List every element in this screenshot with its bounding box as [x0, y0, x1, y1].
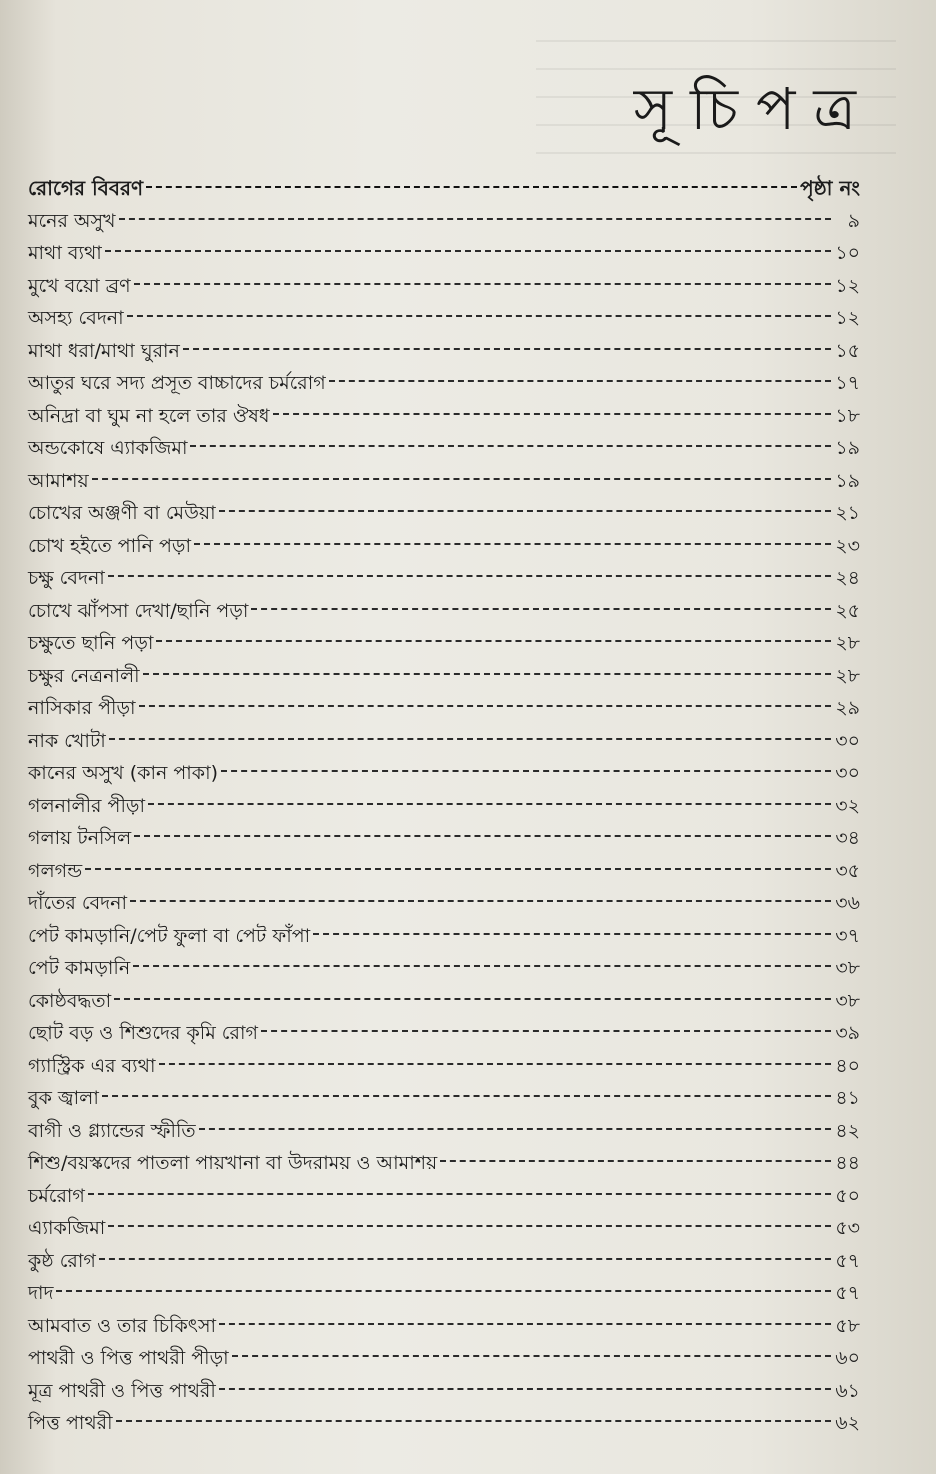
- toc-entry: [28, 1375, 860, 1408]
- entry-page-number: ৩০: [835, 729, 860, 752]
- entry-title: নাক খোটা: [28, 729, 106, 752]
- entry-page-number: ৬২: [835, 1412, 860, 1434]
- entry-page-number: ৩৯: [835, 1022, 860, 1044]
- entry-page-number: ১৮: [835, 404, 860, 427]
- leader-dots: [85, 868, 831, 870]
- leader-dots: [194, 543, 831, 545]
- leader-dots: [99, 1258, 831, 1260]
- leader-dots: [199, 1128, 831, 1130]
- entry-title: চর্মরোগ: [28, 1184, 85, 1207]
- entry-title: মূত্র পাথরী ও পিত্ত পাথরী: [28, 1379, 216, 1402]
- entry-title: মাথা ধরা/মাথা ঘুরান: [28, 339, 180, 362]
- entry-page-number: ১৯: [835, 437, 860, 459]
- toc-header: [28, 172, 860, 205]
- leader-dots: [130, 900, 831, 902]
- leader-dots: [109, 738, 831, 740]
- leader-dots: [92, 478, 831, 480]
- leader-dots: [102, 1095, 831, 1097]
- leader-dots: [159, 1063, 832, 1065]
- leader-dots: [329, 380, 831, 382]
- entry-page-number: ২৪: [835, 567, 860, 589]
- toc-entry: [28, 952, 860, 985]
- entry-page-number: ১৭: [835, 372, 860, 394]
- leader-dots: [127, 315, 831, 317]
- entry-title: চোখের অঞ্জণী বা মেউয়া: [28, 502, 216, 524]
- toc-entry: [28, 432, 860, 465]
- toc-entry: [28, 1277, 860, 1310]
- toc-entry: [28, 237, 860, 270]
- entry-title: মুখে বয়ো ব্রণ: [28, 274, 131, 297]
- toc-entry: [28, 1310, 860, 1343]
- entry-page-number: ৫৭: [835, 1249, 860, 1272]
- leader-dots: [313, 933, 831, 935]
- entry-title: কানের অসুখ (কান পাকা): [28, 762, 219, 784]
- leader-dots: [273, 413, 831, 415]
- leader-dots: [251, 608, 831, 610]
- entry-page-number: ৪২: [835, 1119, 860, 1142]
- entry-title: মনের অসুখ: [28, 209, 116, 232]
- leader-dots: [219, 1388, 831, 1390]
- toc-entry: [28, 465, 860, 498]
- entry-page-number: ২৩: [835, 534, 860, 557]
- leader-dots: [88, 1193, 831, 1195]
- entry-title: চোখে ঝাঁপসা দেখা/ছানি পড়া: [28, 599, 249, 622]
- leader-dots: [108, 1225, 831, 1227]
- leader-dots: [219, 1323, 831, 1325]
- leader-dots: [190, 445, 831, 447]
- leader-dots: [114, 998, 831, 1000]
- toc-entry: [28, 790, 860, 823]
- entry-page-number: ৫৮: [835, 1314, 860, 1337]
- entry-page-number: ৬১: [835, 1379, 860, 1402]
- entry-title: কোষ্ঠবদ্ধতা: [28, 989, 112, 1012]
- entry-page-number: ৪০: [835, 1054, 860, 1077]
- toc-entry: [28, 1245, 860, 1278]
- leader-dots: [148, 803, 831, 805]
- toc-entry: [28, 1180, 860, 1213]
- leader-dots: [105, 250, 831, 252]
- toc-entry: [28, 920, 860, 953]
- toc-entry: [28, 1212, 860, 1245]
- leader-dots: [221, 770, 831, 772]
- leader-dots: [183, 348, 831, 350]
- toc-entry: [28, 400, 860, 433]
- entry-page-number: ৩৮: [835, 989, 860, 1012]
- toc-entry: [28, 1082, 860, 1115]
- entry-title: দাঁতের বেদনা: [28, 892, 127, 914]
- entry-title: শিশু/বয়স্কদের পাতলা পায়খানা বা উদরাময় ও আমাশয়: [28, 1152, 438, 1174]
- leader-dots: [261, 1030, 831, 1032]
- toc-entry: [28, 822, 860, 855]
- entry-title: গলনালীর পীড়া: [28, 794, 145, 817]
- toc-entry: [28, 660, 860, 693]
- leader-dots: [139, 705, 831, 707]
- toc-entry: [28, 1147, 860, 1180]
- entry-title: বুক জ্বালা: [28, 1087, 99, 1109]
- leader-dots: [108, 575, 831, 577]
- entry-title: গ্যাস্ট্রিক এর ব্যথা: [28, 1054, 156, 1077]
- entry-page-number: ২১: [835, 502, 860, 524]
- entry-page-number: ১০: [835, 242, 860, 264]
- toc-entry: [28, 1407, 860, 1440]
- leader-dots: [146, 186, 797, 188]
- toc-entry: [28, 855, 860, 888]
- entry-page-number: ৩৮: [835, 957, 860, 979]
- entry-title: আমবাত ও তার চিকিৎসা: [28, 1314, 217, 1337]
- entry-page-number: ৫৭: [835, 1282, 860, 1304]
- entry-title: এ্যাকজিমা: [28, 1217, 106, 1239]
- entry-title: অনিদ্রা বা ঘুম না হলে তার ঔষধ: [28, 404, 270, 427]
- leader-dots: [56, 1290, 831, 1292]
- entry-page-number: ৪১: [835, 1087, 860, 1109]
- leader-dots: [440, 1160, 831, 1162]
- toc-entry: [28, 725, 860, 758]
- entry-page-number: ৬০: [835, 1347, 860, 1369]
- table-of-contents: [28, 172, 860, 1440]
- toc-entry: [28, 335, 860, 368]
- page-title: সূচিপত্র: [633, 75, 874, 143]
- toc-entry: [28, 205, 860, 238]
- toc-entry: [28, 985, 860, 1018]
- entry-title: কুষ্ঠ রোগ: [28, 1249, 96, 1272]
- toc-entry: [28, 1115, 860, 1148]
- toc-entry: [28, 627, 860, 660]
- toc-entry: [28, 497, 860, 530]
- leader-dots: [134, 283, 831, 285]
- entry-page-number: ৪৪: [835, 1152, 860, 1174]
- entry-title: আতুর ঘরে সদ্য প্রসূত বাচ্চাদের চর্মরোগ: [28, 372, 326, 394]
- entry-title: পেট কামড়ানি: [28, 957, 131, 979]
- entry-page-number: ২৮: [835, 664, 860, 687]
- entry-title: পাথরী ও পিত্ত পাথরী পীড়া: [28, 1347, 229, 1369]
- entry-page-number: ৩৪: [835, 827, 860, 849]
- toc-entry: [28, 1017, 860, 1050]
- entry-page-number: ৩০: [835, 762, 860, 784]
- entry-title: চক্ষুর নেত্রনালী: [28, 664, 140, 687]
- entry-title: অসহ্য বেদনা: [28, 307, 124, 329]
- entry-page-number: ২৫: [835, 599, 860, 622]
- entry-page-number: ২৯: [835, 697, 860, 719]
- entry-title: পিত্ত পাথরী: [28, 1412, 113, 1434]
- entry-page-number: ৩৫: [835, 859, 860, 882]
- entry-title: চক্ষু বেদনা: [28, 567, 105, 589]
- toc-entry: [28, 1342, 860, 1375]
- toc-entry: [28, 302, 860, 335]
- entry-title: দাদ: [28, 1282, 54, 1304]
- entry-title: অন্ডকোষে এ্যাকজিমা: [28, 437, 188, 459]
- toc-header-right: পৃষ্ঠা নং: [800, 176, 860, 200]
- entry-page-number: ৫৩: [835, 1217, 860, 1239]
- leader-dots: [219, 510, 831, 512]
- toc-entry: [28, 367, 860, 400]
- toc-entries: [28, 205, 860, 1440]
- entry-title: মাথা ব্যথা: [28, 242, 102, 264]
- entry-page-number: ৯: [847, 209, 860, 232]
- leader-dots: [116, 1420, 831, 1422]
- entry-title: চোখ হইতে পানি পড়া: [28, 534, 191, 557]
- entry-page-number: ৩৬: [835, 892, 860, 914]
- toc-entry: [28, 530, 860, 563]
- leader-dots: [119, 218, 832, 220]
- toc-entry: [28, 270, 860, 303]
- leader-dots: [133, 965, 831, 967]
- entry-title: গলায় টনসিল: [28, 827, 132, 849]
- leader-dots: [232, 1355, 831, 1357]
- leader-dots: [134, 835, 831, 837]
- entry-title: চক্ষুতে ছানি পড়া: [28, 632, 154, 654]
- entry-page-number: ৩২: [835, 794, 860, 817]
- entry-title: ছোট বড় ও শিশুদের কৃমি রোগ: [28, 1022, 258, 1044]
- toc-entry: [28, 595, 860, 628]
- entry-page-number: ৫০: [835, 1184, 860, 1207]
- toc-entry: [28, 692, 860, 725]
- toc-entry: [28, 1050, 860, 1083]
- entry-page-number: ১২: [835, 307, 860, 329]
- toc-entry: [28, 887, 860, 920]
- entry-title: গলগন্ড: [28, 859, 83, 882]
- entry-page-number: ৩৭: [835, 924, 860, 947]
- entry-page-number: ২৮: [835, 632, 860, 654]
- entry-page-number: ১২: [835, 274, 860, 297]
- entry-page-number: ১৫: [835, 339, 860, 362]
- entry-page-number: ১৯: [835, 469, 860, 492]
- entry-title: পেট কামড়ানি/পেট ফুলা বা পেট ফাঁপা: [28, 924, 311, 947]
- toc-entry: [28, 757, 860, 790]
- entry-title: নাসিকার পীড়া: [28, 697, 136, 719]
- toc-header-left: রোগের বিবরণ: [28, 176, 144, 200]
- leader-dots: [143, 673, 831, 675]
- leader-dots: [156, 640, 831, 642]
- toc-entry: [28, 562, 860, 595]
- entry-title: বাগী ও গ্ল্যান্ডের স্ফীতি: [28, 1119, 196, 1142]
- entry-title: আমাশয়: [28, 469, 89, 492]
